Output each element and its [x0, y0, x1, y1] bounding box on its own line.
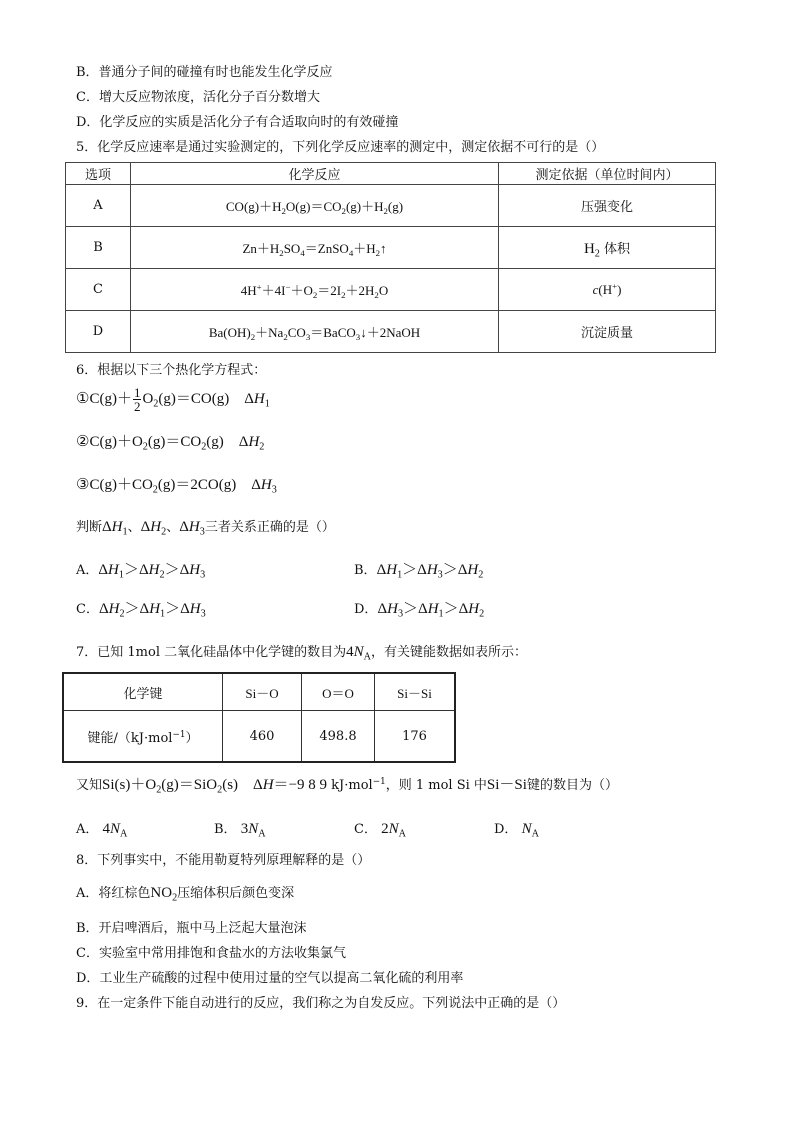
q5-reaction-a: $CO(g)+H_2O(g)=CO_2(g)+H_2(g)$: [131, 185, 499, 227]
q4-option-b: B．普通分子间的碰撞有时也能发生化学反应: [76, 65, 333, 80]
q6-option-d: D．$\Delta H_3>\Delta H_1>\Delta H_2$: [354, 601, 485, 620]
q7-stem: 7．已知 1mol 二氧化硅晶体中化学键的数目为$4N_A$，有关键能数据如表所示：: [76, 644, 528, 663]
q6-judge: 判断$\Delta H_1$、$\Delta H_2$、$\Delta H_3$三者关系正确的是（）: [76, 519, 335, 538]
q5-row-a: [66, 185, 716, 227]
q5-reaction-c: $4H^++4I^-+O_2=2I_2+2H_2O$: [131, 269, 499, 311]
q4-option-c: C．增大反应物浓度，活化分子百分数增大: [76, 90, 320, 105]
q5-row-c: [66, 269, 716, 311]
q6-judge-text: 三者关系正确的是（）: [204, 520, 335, 535]
q8-stem: 8．下列事实中，不能用勒夏特列原理解释的是（）: [76, 853, 371, 868]
q5-option-d: D: [66, 311, 131, 353]
q7-value-si-si: 176: [375, 711, 456, 763]
q6-equation-1: ①C(g)＋ $\frac{1}{2}$ $O_2(g)=CO(g)$ $\Delta H_1$: [76, 385, 270, 415]
q7-header-bond: 化学键: [63, 673, 223, 711]
q7-option-d: D． $N_A$: [494, 821, 539, 840]
q5-basis-a: 压强变化: [499, 185, 716, 227]
q5-basis-c: c(H+): [499, 269, 716, 311]
q6-equation-2: $②C(g)+O_2(g)=CO_2(g)$ $\Delta H_2$: [76, 434, 265, 453]
q6-option-b: B．$\Delta H_1>\Delta H_3>\Delta H_2$: [354, 562, 484, 581]
q6-stem: 6．根据以下三个热化学方程式：: [76, 363, 267, 378]
q5-reaction-b: $Zn+H_2SO_4=ZnSO_4+H_2↑$: [131, 227, 499, 269]
q7-option-c: C． $2N_A$: [354, 821, 406, 840]
q6-equation-3: $③C(g)+CO_2(g)=2CO(g)$ $\Delta H_3$: [76, 477, 277, 496]
q7-bond-o-o: O＝O: [302, 673, 375, 711]
q8-option-a: A．将红棕色$NO_2$压缩体积后颜色变深: [76, 885, 295, 904]
q7-option-b: B． $3N_A$: [214, 821, 266, 840]
q5-header-basis: 测定依据（单位时间内）: [499, 163, 716, 185]
q7-bond-si-si: Si－Si: [375, 673, 456, 711]
q5-reaction-d: $Ba(OH)_2+Na_2CO_3=BaCO_3↓+2NaOH$: [131, 311, 499, 353]
q7-row-label: 键能/（kJ·mol$^{-1}$）: [63, 711, 223, 763]
q7-value-si-o: 460: [223, 711, 302, 763]
q7-extra: 又知$Si(s)+O_2(g)=SiO_2(s)$ ΔH＝−9 8 9 kJ·mol$^{-1}$，则 1 mol Si 中Si－Si键的数目为（）: [76, 777, 618, 796]
q7-bond-table: [62, 672, 456, 763]
q6-option-c: C．$\Delta H_2>\Delta H_1>\Delta H_3$: [76, 601, 206, 620]
q5-basis-b: $H_2$ 体积: [499, 227, 716, 269]
q5-option-b: B: [66, 227, 131, 269]
q5-header-option: 选项: [66, 163, 131, 185]
q8-option-d: D．工业生产硫酸的过程中使用过量的空气以提高二氧化硫的利用率: [76, 971, 464, 986]
q4-option-d: D．化学反应的实质是活化分子有合适取向时的有效碰撞: [76, 115, 399, 130]
q5-stem: 5．化学反应速率是通过实验测定的，下列化学反应速率的测定中，测定依据不可行的是（）: [76, 140, 605, 155]
q7-bond-si-o: Si－O: [223, 673, 302, 711]
q9-stem: 9．在一定条件下能自动进行的反应，我们称之为自发反应。下列说法中正确的是（）: [76, 996, 566, 1011]
q5-table: [65, 162, 716, 353]
q8-option-b: B．开启啤酒后，瓶中马上泛起大量泡沫: [76, 921, 307, 936]
q5-basis-b-text: 体积: [604, 241, 631, 257]
q6-option-a: A．$\Delta H_1>\Delta H_2>\Delta H_3$: [76, 562, 206, 581]
q8-option-c: C．实验室中常用排饱和食盐水的方法收集氯气: [76, 946, 346, 961]
q5-header-reaction: 化学反应: [131, 163, 499, 185]
q5-row-d: [66, 311, 716, 353]
q5-row-b: [66, 227, 716, 269]
q7-option-a: A． $4N_A$: [76, 821, 128, 840]
q5-option-c: C: [66, 269, 131, 311]
q5-option-a: A: [66, 185, 131, 227]
q7-value-o-o: 498.8: [302, 711, 375, 763]
q5-basis-d: 沉淀质量: [499, 311, 716, 353]
